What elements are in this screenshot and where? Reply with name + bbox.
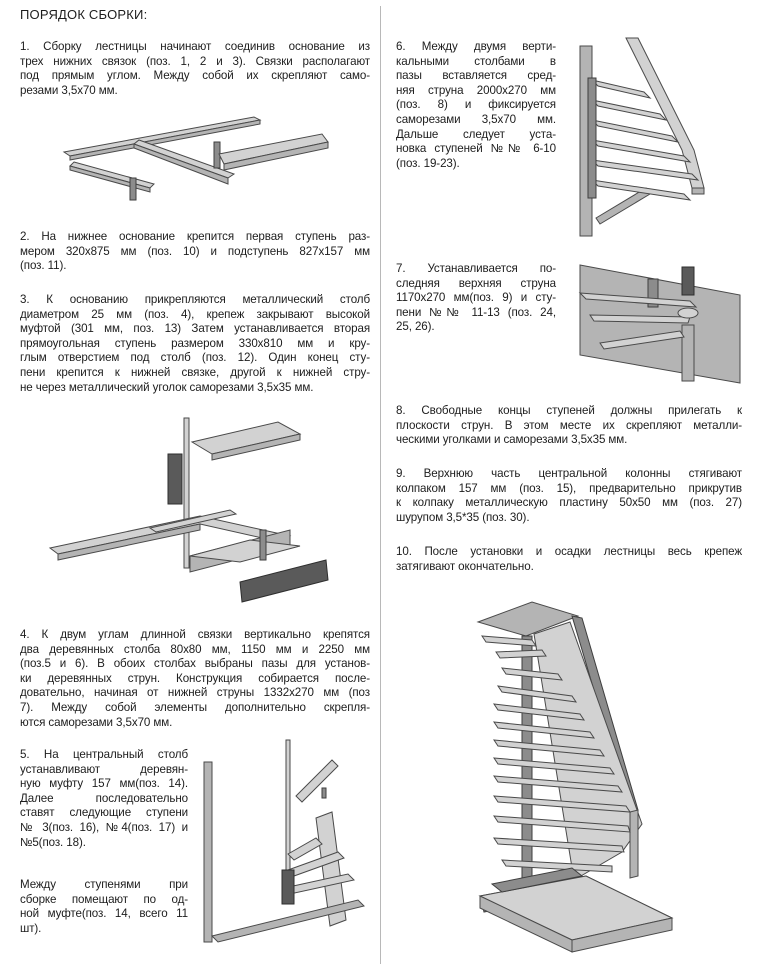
text-line: прямоугольная ступень размером 330х810 мм и кру- — [20, 336, 370, 350]
text-line: ческими уголками и саморезами 3,5х35 мм. — [396, 433, 628, 447]
text-line: ной муфте(поз. 14, всего 11 — [20, 907, 188, 921]
step-4-text — [20, 628, 370, 730]
text-line: не через металлический уголок саморезами 3,5х35 мм. — [20, 380, 314, 394]
figure-step-1-base — [64, 112, 334, 202]
text-line: резами 3,5х70 мм. — [20, 83, 118, 97]
text-line: 9. Верхнюю часть центральной колонны стягивают — [396, 467, 742, 480]
text-line: (поз. 19-23). — [396, 156, 460, 170]
text-line: 25, 26). — [396, 320, 435, 334]
text-line: под прямым углом. Между собой их скрепляют само- — [20, 69, 370, 83]
text-line: пени крепится к нижней связке, другой к нижней стру- — [20, 365, 370, 379]
step-10-text — [396, 545, 742, 574]
step-5-text — [20, 748, 188, 850]
text-line: 8. Свободные концы ступеней должны прилегать к — [396, 404, 742, 417]
step-9-text — [396, 467, 742, 525]
column-divider — [380, 6, 381, 964]
text-line: мером 320х875 мм (поз. 10) и подступень 827х157 мм — [20, 244, 370, 258]
text-line: (поз. 8) и фиксируется — [396, 98, 556, 112]
text-line: шурупом 3,5*35 (поз. 30). — [396, 510, 530, 524]
step-1-text — [20, 40, 370, 98]
text-line: новка ступеней №№ 6-10 — [396, 142, 556, 156]
text-line: (поз. 11). — [20, 259, 67, 273]
text-line: ставят следующие ступени — [20, 806, 188, 820]
text-line: глым отверстием под столб (поз. 12). Один конец сту- — [20, 351, 370, 365]
text-line: ются саморезами 3,5х70 мм. — [20, 715, 173, 729]
text-line: затягивают окончательно. — [396, 559, 534, 573]
figure-step-3-post-and-steps — [50, 418, 350, 608]
step-5-note — [20, 878, 188, 936]
text-line: пазы вставляется сред- — [396, 69, 556, 83]
text-line: (поз.5 и 6). В обоих столбах выбраны пазы для установ- — [20, 657, 370, 671]
text-line: ную муфту 157 мм(поз. 14). — [20, 777, 188, 791]
text-line: муфтой (301 мм, поз. 13) Затем устанавливается вторая — [20, 322, 370, 336]
text-line: два деревянных столба 80х80 мм, 1150 мм и 2250 мм — [20, 642, 370, 656]
figure-step-6-middle-stringer — [574, 38, 724, 238]
text-line: колпаком 157 мм (поз. 15), предварительно прикрутив — [396, 481, 742, 495]
figure-step-5-central-post — [198, 740, 378, 945]
text-line: №5(поз. 18). — [20, 835, 86, 849]
text-line: шт). — [20, 921, 42, 935]
text-line: 6. Между двумя верти- — [396, 40, 556, 53]
text-line: пени №№ 11-13 (поз. 24, — [396, 305, 556, 319]
text-line: диаметром 25 мм (поз. 4), крепеж закрывают высокой — [20, 307, 370, 321]
text-line: 7. Устанавливается по- — [396, 262, 556, 275]
text-line: к колпаку металлическую пластину 50х50 мм (поз. 27) — [396, 496, 742, 510]
text-line: 5. На центральный столб — [20, 748, 188, 761]
text-line: 1170х270 мм(поз. 9) и сту- — [396, 291, 556, 305]
figure-step-7-upper-stringer — [570, 265, 750, 385]
step-3-text — [20, 293, 370, 395]
step-7-text — [396, 262, 556, 335]
text-line: 1. Сборку лестницы начинают соединив основание из — [20, 40, 370, 53]
text-line: ки деревянных струн. Конструкция собирается после- — [20, 671, 370, 685]
text-line: 4. К двум углам длинной связки вертикально крепятся — [20, 628, 370, 641]
page-title: ПОРЯДОК СБОРКИ: — [20, 7, 148, 22]
text-line: саморезами 3,5х70 мм. — [396, 112, 556, 126]
figure-assembled-staircase — [462, 600, 692, 952]
text-line: 7). Между собой элементы дополнительно скрепля- — [20, 700, 370, 714]
text-line: 2. На нижнее основание крепится первая ступень раз- — [20, 230, 370, 243]
text-line: плоскости струн. В этом месте их скрепляют металли- — [396, 418, 742, 432]
text-line: довательно, начиная от нижней струны 1332х270 мм (поз — [20, 686, 370, 700]
text-line: 10. После установки и осадки лестницы весь крепеж — [396, 545, 742, 558]
text-line: устанавливают деревян- — [20, 762, 188, 776]
text-line: Между ступенями при — [20, 878, 188, 891]
text-line: Далее последовательно — [20, 791, 188, 805]
step-8-text — [396, 404, 742, 448]
text-line: 3. К основанию прикрепляются металлический столб — [20, 293, 370, 306]
text-line: Дальше следует уста- — [396, 127, 556, 141]
text-line: трех нижних связок (поз. 1, 2 и 3). Связки располагают — [20, 54, 370, 68]
text-line: сборке помещают по од- — [20, 892, 188, 906]
text-line: следняя верхняя струна — [396, 276, 556, 290]
step-6-text — [396, 40, 556, 171]
text-line: № 3(поз. 16), №4(поз. 17) и — [20, 820, 188, 834]
text-line: няя струна 2000х270 мм — [396, 83, 556, 97]
text-line: кальными столбами в — [396, 54, 556, 68]
step-2-text — [20, 230, 370, 274]
